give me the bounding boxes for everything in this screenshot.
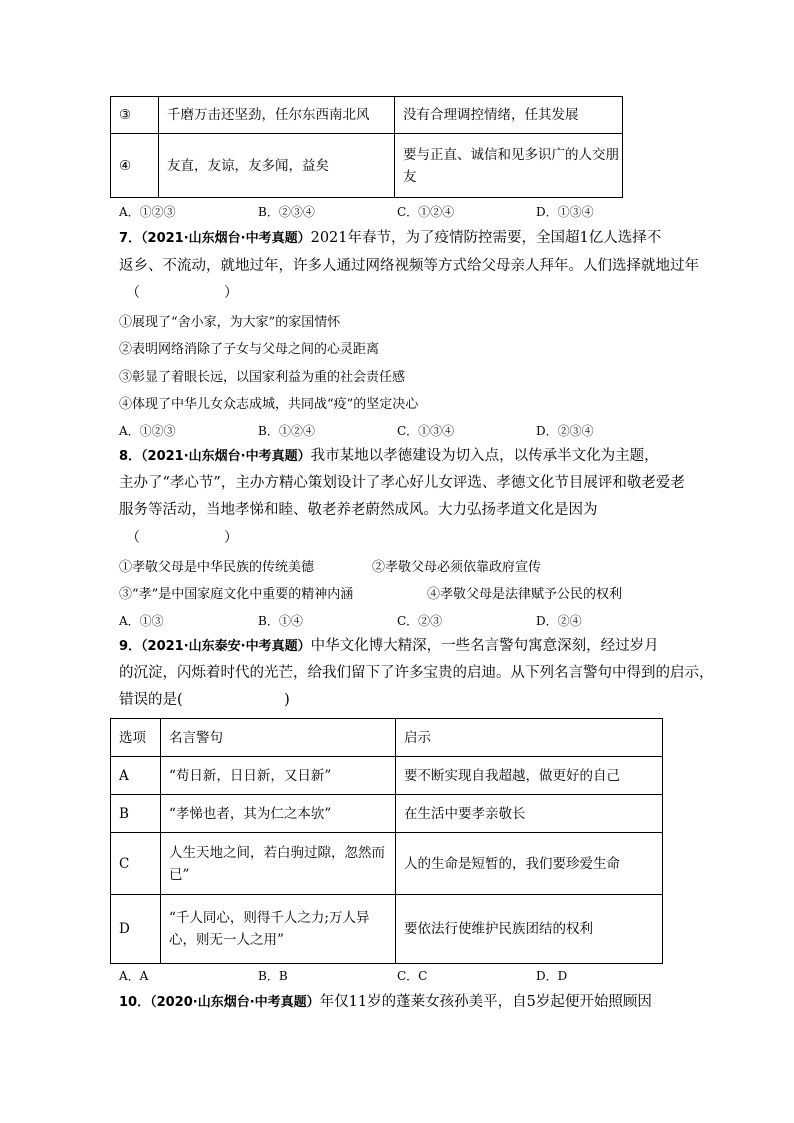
q8-number: 8． xyxy=(119,449,142,464)
q8-source: （2021·山东烟台·中考真题） xyxy=(141,449,311,464)
table-header-cell: 选项 xyxy=(111,719,161,757)
table-header-cell: 启示 xyxy=(396,719,663,757)
q6-option-c: C．①②④ xyxy=(397,205,455,219)
q9-number: 9． xyxy=(119,639,142,654)
q7-option-a: A．①②③ xyxy=(119,424,176,438)
table-row xyxy=(111,895,663,964)
q9-stem-line2: 的沉淀，闪烁着时代的光芒，给我们留下了许多宝贵的启迪。从下列名言警句中得到的启示， xyxy=(119,665,714,681)
q8-option-d: D．②④ xyxy=(536,614,582,628)
table-cell: 友直，友谅，友多闻，益矣 xyxy=(159,134,395,198)
q7-item: ③彰显了着眼长远，以国家利益为重的社会责任感 xyxy=(119,370,406,385)
q8-item: ①孝敬父母是中华民族的传统美德 xyxy=(119,560,315,575)
table-header-row xyxy=(111,719,663,757)
q9-option-a: A．A xyxy=(119,969,149,983)
q9-option-c: C．C xyxy=(397,969,428,983)
table-cell: 没有合理调控情绪，任其发展 xyxy=(395,97,623,134)
q10-text-line1: 年仅11岁的蓬莱女孩孙美平，自5岁起便开始照顾因 xyxy=(319,994,652,1010)
table-cell: “孝悌也者，其为仁之本欤” xyxy=(161,795,396,833)
table-cell: 人生天地之间，若白驹过隙，忽然而已” xyxy=(161,833,396,895)
q7-stem-line1 xyxy=(119,224,661,253)
table-header-cell: 名言警句 xyxy=(161,719,396,757)
q9-text-line1: 中华文化博大精深，一些名言警句寓意深刻，经过岁月 xyxy=(310,638,659,654)
q7-option-d: D．②③④ xyxy=(536,424,594,438)
q7-option-c: C．①③④ xyxy=(397,424,455,438)
q7-stem-line2: 返乡、不流动，就地过年，许多人通过网络视频等方式给父母亲人拜年。人们选择就地过年 xyxy=(119,258,699,274)
table-cell: ④ xyxy=(111,134,159,198)
q7-source: （2021·山东烟台·中考真题） xyxy=(141,231,311,246)
q7-text-line1: 2021年春节，为了疫情防控需要，全国超1亿人选择不 xyxy=(310,230,662,246)
table-cell: C xyxy=(111,833,161,895)
q8-item: ②孝敬父母必须依靠政府宣传 xyxy=(372,560,542,575)
q7-answer-blank: （ ） xyxy=(126,285,238,301)
table-cell: 人的生命是短暂的，我们要珍爱生命 xyxy=(396,833,663,895)
table-cell: 千磨万击还坚劲，任尔东西南北风 xyxy=(159,97,395,134)
q6-option-d: D．①③④ xyxy=(536,205,594,219)
q8-option-b: B．①④ xyxy=(258,614,303,628)
q7-item: ①展现了“舍小家，为大家”的家国情怀 xyxy=(119,315,341,330)
q8-stem-line2: 主办了“孝心节”，主办方精心策划设计了孝心好儿女评选、孝德文化节目展评和敬老爱老 xyxy=(119,475,685,491)
q9-table xyxy=(110,718,663,964)
q9-option-d: D．D xyxy=(536,969,568,983)
q7-option-b: B．①②④ xyxy=(258,424,315,438)
table-cell: 在生活中要孝亲敬长 xyxy=(396,795,663,833)
q6-option-a: A．①②③ xyxy=(119,205,176,219)
q8-item: ④孝敬父母是法律赋予公民的权利 xyxy=(427,587,623,602)
table-cell: A xyxy=(111,757,161,795)
q10-number: 10． xyxy=(119,995,151,1010)
q8-item: ③“孝”是中国家庭文化中重要的精神内涵 xyxy=(119,587,354,602)
q9-stem-line1 xyxy=(119,632,659,661)
q9-source: （2021·山东泰安·中考真题） xyxy=(141,639,311,654)
table-cell: ③ xyxy=(111,97,159,134)
table-cell: B xyxy=(111,795,161,833)
q7-number: 7． xyxy=(119,231,142,246)
table-row xyxy=(111,795,663,833)
q8-answer-blank: （ ） xyxy=(126,530,238,546)
q9-option-b: B．B xyxy=(258,969,288,983)
table-cell: “千人同心，则得千人之力;万人异心，则无一人之用” xyxy=(161,895,396,964)
table-row xyxy=(111,97,623,134)
top-table xyxy=(110,96,623,198)
q8-text-line1: 我市某地以孝德建设为切入点，以传承半文化为主题， xyxy=(310,448,659,464)
q7-item: ②表明网络消除了子女与父母之间的心灵距离 xyxy=(119,342,380,357)
q9-stem-line3: 错误的是( ) xyxy=(119,692,290,708)
q10-stem-line1 xyxy=(119,988,652,1017)
table-cell: 要依法行使维护民族团结的权利 xyxy=(396,895,663,964)
table-cell: 要与正直、诚信和见多识广的人交朋友 xyxy=(395,134,623,198)
q8-option-a: A．①③ xyxy=(119,614,164,628)
q8-option-c: C．②③ xyxy=(397,614,443,628)
table-row xyxy=(111,757,663,795)
q8-stem-line3: 服务等活动，当地孝悌和睦、敬老养老蔚然成风。大力弘扬孝道文化是因为 xyxy=(119,502,598,518)
table-cell: “苟日新，日日新，又日新” xyxy=(161,757,396,795)
table-row xyxy=(111,134,623,198)
q6-option-b: B．②③④ xyxy=(258,205,315,219)
q7-item: ④体现了中华儿女众志成城，共同战“疫”的坚定决心 xyxy=(119,397,419,412)
table-row xyxy=(111,833,663,895)
q10-source: （2020·山东烟台·中考真题） xyxy=(150,995,320,1010)
table-cell: 要不断实现自我超越，做更好的自己 xyxy=(396,757,663,795)
q8-stem-line1 xyxy=(119,442,659,471)
table-cell: D xyxy=(111,895,161,964)
